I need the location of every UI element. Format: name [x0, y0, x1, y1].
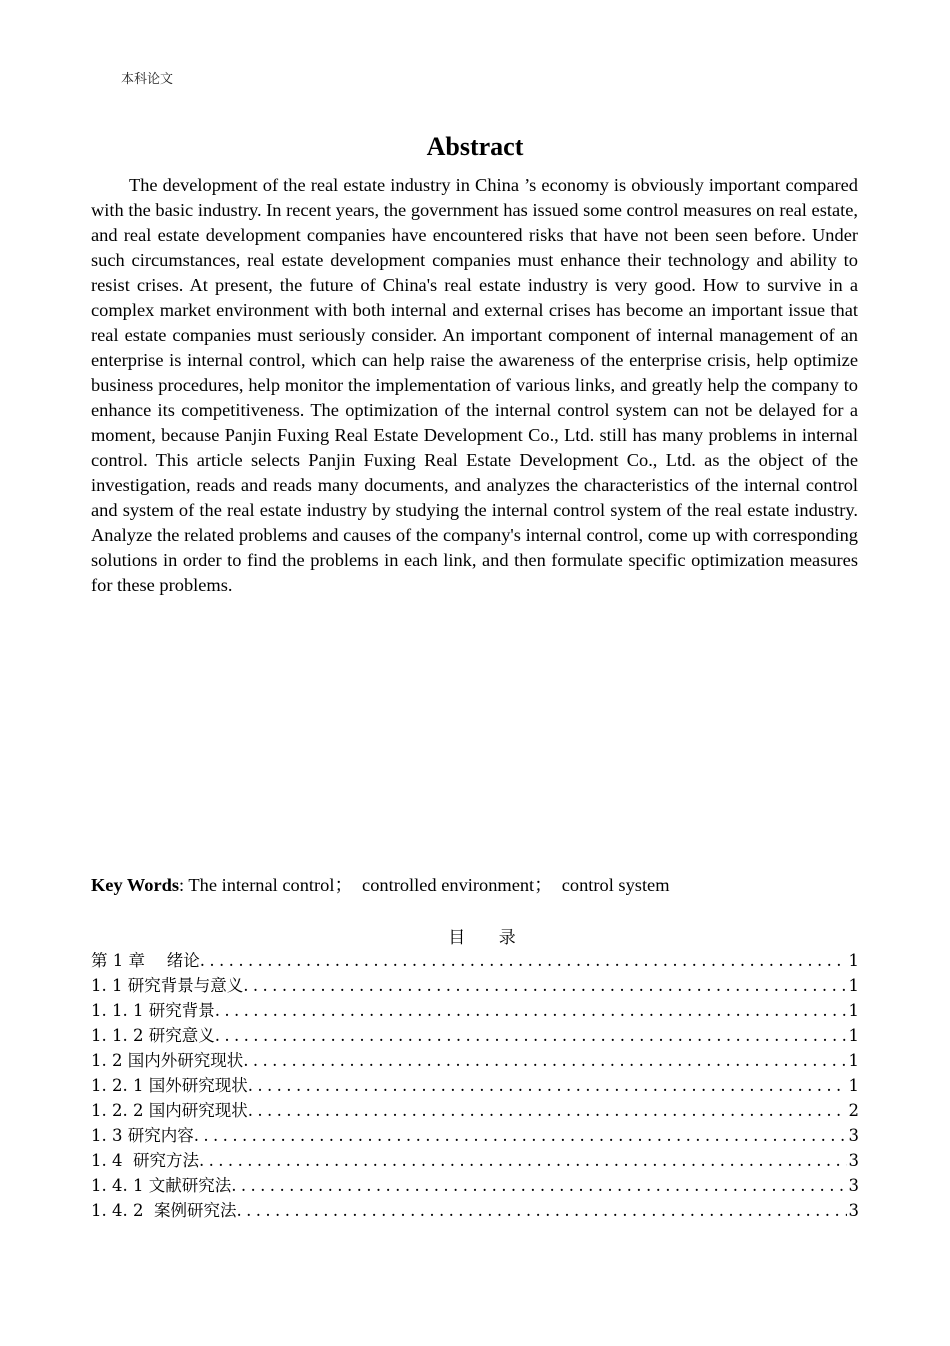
toc-entry-label: 1. 1 研究背景与意义 — [91, 976, 244, 995]
toc-entry-page: 1 — [848, 1026, 859, 1045]
toc-entry[interactable] — [91, 1123, 859, 1148]
toc-entry-label: 1. 4. 2 案例研究法 — [91, 1201, 237, 1220]
toc-leader-dots — [194, 1123, 847, 1148]
toc-entry[interactable] — [91, 1023, 859, 1048]
toc-entry-page: 3 — [848, 1201, 859, 1220]
keywords-label: Key Words — [91, 875, 180, 895]
toc-entry[interactable] — [91, 998, 859, 1023]
toc-entry-label: 1. 4 研究方法 — [91, 1151, 199, 1170]
toc-entry-label: 1. 1. 1 研究背景 — [91, 1001, 215, 1020]
abstract-body: The development of the real estate industry in China ’s economy is obviously important compared with the basic industry. In recent years, the government has issued some control measures on real estate, and real estate development companies have encountered risks that have not been seen before. Under such circumstances, real estate development companies must enhance their technology and ability to resist crises. At present, the future of China's real estate industry is very good. How to survive in a complex market environment with both internal and external crises has become an important issue that real estate companies must seriously consider. An important component of internal management of an enterprise is internal control, which can help raise the awareness of the enterprise crisis, help optimize business procedures, help monitor the implementation of various links, and greatly help the company to enhance its competitiveness. The optimization of the internal control system can not be delayed for a moment, because Panjin Fuxing Real Estate Development Co., Ltd. still has many problems in internal control. This article selects Panjin Fuxing Real Estate Development Co., Ltd. as the object of the investigation, reads and reads many documents, and analyzes the characteristics of the internal control and system of the real estate industry by studying the internal control system of the real estate industry. Analyze the related problems and causes of the company's internal control, come up with corresponding solutions in order to find the problems in each link, and then formulate specific optimization measures for these problems. — [91, 175, 858, 595]
toc-leader-dots — [231, 1173, 846, 1198]
toc-entry-label: 1. 4. 1 文献研究法 — [91, 1176, 232, 1195]
keywords — [91, 873, 670, 898]
toc-entry-label: 1. 2 国内外研究现状 — [91, 1051, 244, 1070]
toc-entry[interactable] — [91, 973, 859, 998]
toc-leader-dots — [243, 973, 846, 998]
toc-entry-label: 1. 2. 2 国内研究现状 — [91, 1101, 248, 1120]
toc-entry-page: 3 — [848, 1151, 859, 1170]
toc-entry[interactable] — [91, 1173, 859, 1198]
toc-entry-page: 1 — [848, 1076, 859, 1095]
toc-entry-page: 3 — [848, 1176, 859, 1195]
toc-entry-label: 第 1 章 绪论 — [91, 951, 200, 970]
toc-leader-dots — [200, 948, 847, 973]
toc-leader-dots — [243, 1048, 846, 1073]
header-label: 本科论文 — [121, 72, 174, 87]
toc-entry-page: 1 — [848, 976, 859, 995]
toc-entry[interactable] — [91, 1148, 859, 1173]
toc-entry-label: 1. 1. 2 研究意义 — [91, 1026, 215, 1045]
toc-entry[interactable] — [91, 1098, 859, 1123]
toc-entry-page: 2 — [848, 1101, 859, 1120]
toc-entry-page: 1 — [848, 1051, 859, 1070]
abstract-title: Abstract — [426, 132, 524, 161]
toc-leader-dots — [215, 1023, 847, 1048]
toc-leader-dots — [199, 1148, 847, 1173]
toc-leader-dots — [215, 998, 847, 1023]
toc-entry-label: 1. 2. 1 国外研究现状 — [91, 1076, 248, 1095]
toc-title: 目 录 — [448, 928, 530, 948]
table-of-contents — [91, 948, 859, 1223]
toc-entry-page: 1 — [848, 1001, 859, 1020]
toc-entry[interactable] — [91, 1198, 859, 1223]
toc-leader-dots — [248, 1073, 847, 1098]
toc-entry[interactable] — [91, 1073, 859, 1098]
toc-leader-dots — [236, 1198, 846, 1223]
toc-leader-dots — [248, 1098, 847, 1123]
toc-entry[interactable] — [91, 1048, 859, 1073]
toc-entry-label: 1. 3 研究内容 — [91, 1126, 194, 1145]
toc-entry-page: 3 — [848, 1126, 859, 1145]
keywords-value: : The internal control； controlled environment； control system — [179, 875, 670, 895]
toc-entry[interactable] — [91, 948, 859, 973]
toc-entry-page: 1 — [848, 951, 859, 970]
